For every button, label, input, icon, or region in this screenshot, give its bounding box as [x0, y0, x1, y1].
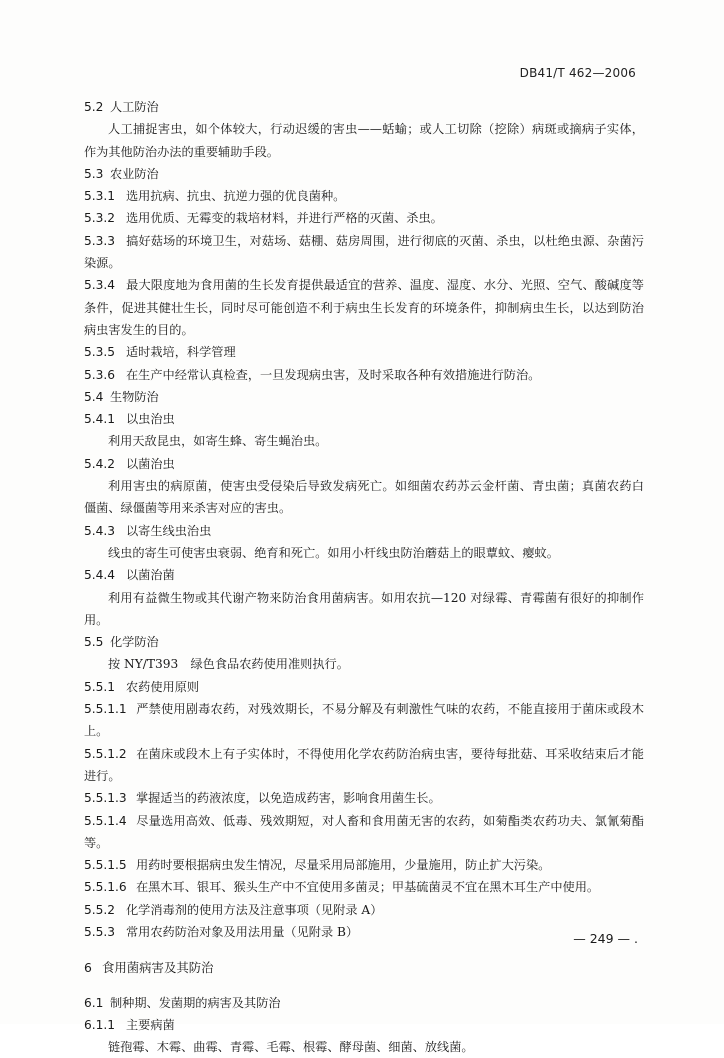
- clause-number: 5.4.4: [84, 568, 116, 583]
- clause: [84, 230, 644, 275]
- section-number: 6.1: [84, 995, 104, 1010]
- clause: [84, 743, 644, 788]
- clause-text: 尽量选用高效、低毒、残效期短，对人畜和食用菌无害的农药，如菊酯类农药功夫、氯氰菊酯等。: [84, 813, 644, 850]
- clause-number: 5.5.2: [84, 902, 116, 917]
- section-heading: [84, 631, 644, 653]
- clause-number: 5.4.1: [84, 412, 116, 427]
- clause-number: 5.3.4: [84, 278, 116, 293]
- clause: [84, 810, 644, 855]
- subsection-heading: [84, 453, 644, 475]
- clause-number: 5.4.2: [84, 456, 116, 471]
- clause-text: 最大限度地为食用菌的生长发育提供最适宜的营养、温度、湿度、水分、光照、空气、酸碱度等条件，促进其健壮生长，同时尽可能创造不利于病虫生长发育的环境条件，抑制病虫生长，以达到防治病虫害发生的目的。: [84, 278, 644, 337]
- clause-number: 6.1.1: [84, 1017, 116, 1032]
- clause-text: 在黑木耳、银耳、猴头生产中不宜使用多菌灵；甲基硫菌灵不宜在黑木耳生产中使用。: [136, 880, 600, 895]
- paragraph: 利用天敌昆虫，如寄生蜂、寄生蝇治虫。: [108, 434, 328, 449]
- clause-text: 搞好菇场的环境卫生，对菇场、菇棚、菇房周围，进行彻底的灭菌、杀虫，以杜绝虫源、杂菌污染源。: [84, 233, 644, 271]
- section-heading: [84, 163, 644, 185]
- subsection-title: 以寄生线虫治虫: [126, 523, 212, 538]
- subsection-title: 以菌治菌: [126, 568, 175, 583]
- standard-code: DB41/T 462—2006: [519, 66, 636, 80]
- clause: [84, 207, 644, 229]
- clause-text: 化学消毒剂的使用方法及注意事项（见附录 A）: [126, 902, 383, 917]
- clause: [84, 185, 644, 207]
- clause-number: 5.5.1.3: [84, 791, 127, 806]
- clause-number: 5.3.1: [84, 189, 116, 204]
- clause-text: 掌握适当的药液浓度，以免造成药害，影响食用菌生长。: [136, 791, 441, 806]
- chapter-number: 6: [84, 960, 92, 976]
- clause-number: 5.5.1.4: [84, 813, 127, 828]
- clause: [84, 364, 644, 386]
- section-heading: [84, 96, 644, 118]
- section-number: 5.3: [84, 166, 104, 181]
- clause-number: 5.5.1.1: [84, 702, 127, 717]
- paragraph: 按 NY/T393 绿色食品农药使用准则执行。: [108, 657, 349, 672]
- clause-number: 5.5.1: [84, 679, 116, 694]
- section-title: 人工防治: [110, 100, 159, 114]
- section-heading: [84, 386, 644, 408]
- subsection-heading: [84, 564, 644, 586]
- clause: [84, 787, 644, 809]
- clause-number: 5.3.2: [84, 211, 116, 226]
- spacer: [84, 980, 644, 992]
- clause-number: 5.3.3: [84, 233, 116, 248]
- subsection-title: 以菌治虫: [126, 456, 175, 471]
- clause-number: 5.5.1.5: [84, 858, 127, 873]
- clause-text: 适时栽培，科学管理: [126, 345, 236, 360]
- paragraph: 线虫的寄生可使害虫衰弱、绝育和死亡。如用小杆线虫防治蘑菇上的眼蕈蚊、瘿蚊。: [108, 545, 559, 560]
- subsection-heading: [84, 1014, 644, 1036]
- chapter-heading: [84, 957, 644, 979]
- clause-number: 5.3.6: [84, 367, 116, 382]
- subsection-heading: [84, 408, 644, 430]
- section-number: 5.5: [84, 635, 104, 650]
- clause-number: 5.3.5: [84, 345, 116, 360]
- clause-number: 5.4.3: [84, 523, 116, 538]
- document-body: [84, 96, 644, 1058]
- section-title: 生物防治: [110, 389, 159, 404]
- subsection-title: 主要病菌: [126, 1017, 175, 1032]
- clause-text: 选用优质、无霉变的栽培材料，并进行严格的灭菌、杀虫。: [126, 211, 443, 226]
- paragraph: 利用害虫的病原菌，使害虫受侵染后导致发病死亡。如细菌农药苏云金杆菌、青虫菌；真菌农药白僵菌、绿僵菌等用来杀害对应的害虫。: [84, 479, 644, 516]
- clause: [84, 921, 644, 943]
- clause: [84, 899, 644, 921]
- clause-text: 严禁使用剧毒农药，对残效期长，不易分解及有刺激性气味的农药，不能直接用于菌床或段木上。: [84, 702, 644, 739]
- clause: [84, 854, 644, 876]
- page-number: — 249 — .: [573, 931, 638, 946]
- subsection-heading: [84, 520, 644, 542]
- clause-text: 在菌床或段木上有子实体时，不得使用化学农药防治病虫害，要待每批菇、耳采收结束后才能进行。: [84, 746, 644, 783]
- section-title: 制种期、发菌期的病害及其防治: [110, 995, 281, 1010]
- clause: [84, 274, 644, 341]
- section-number: 5.2: [84, 100, 104, 114]
- subsection-heading: [84, 676, 644, 698]
- chapter-title: 食用菌病害及其防治: [102, 960, 214, 976]
- clause-number: 5.5.1.2: [84, 746, 127, 761]
- clause-text: 常用农药防治对象及用法用量（见附录 B）: [126, 924, 359, 939]
- paragraph: 链孢霉、木霉、曲霉、青霉、毛霉、根霉、酵母菌、细菌、放线菌。: [108, 1040, 474, 1055]
- clause-number: 5.5.3: [84, 924, 116, 939]
- section-number: 5.4: [84, 389, 104, 404]
- clause-text: 在生产中经常认真检查，一旦发现病虫害，及时采取各种有效措施进行防治。: [126, 367, 541, 382]
- clause-number: 5.5.1.6: [84, 880, 127, 895]
- subsection-title: 农药使用原则: [126, 679, 200, 694]
- paragraph: 利用有益微生物或其代谢产物来防治食用菌病害。如用农抗—120 对绿霉、青霉菌有很好的抑制作用。: [84, 590, 644, 627]
- section-title: 农业防治: [110, 166, 159, 181]
- section-heading: [84, 992, 644, 1014]
- subsection-title: 以虫治虫: [126, 412, 175, 427]
- spacer: [84, 943, 644, 957]
- clause: [84, 876, 644, 898]
- section-title: 化学防治: [110, 635, 159, 650]
- clause-text: 用药时要根据病虫发生情况，尽量采用局部施用，少量施用，防止扩大污染。: [136, 858, 551, 873]
- clause: [84, 341, 644, 363]
- clause-text: 选用抗病、抗虫、抗逆力强的优良菌种。: [126, 189, 346, 204]
- clause: [84, 698, 644, 743]
- paragraph: 人工捕捉害虫，如个体较大，行动迟缓的害虫——蛞蝓；或人工切除（挖除）病斑或摘病子实体，作为其他防治办法的重要辅助手段。: [84, 122, 644, 159]
